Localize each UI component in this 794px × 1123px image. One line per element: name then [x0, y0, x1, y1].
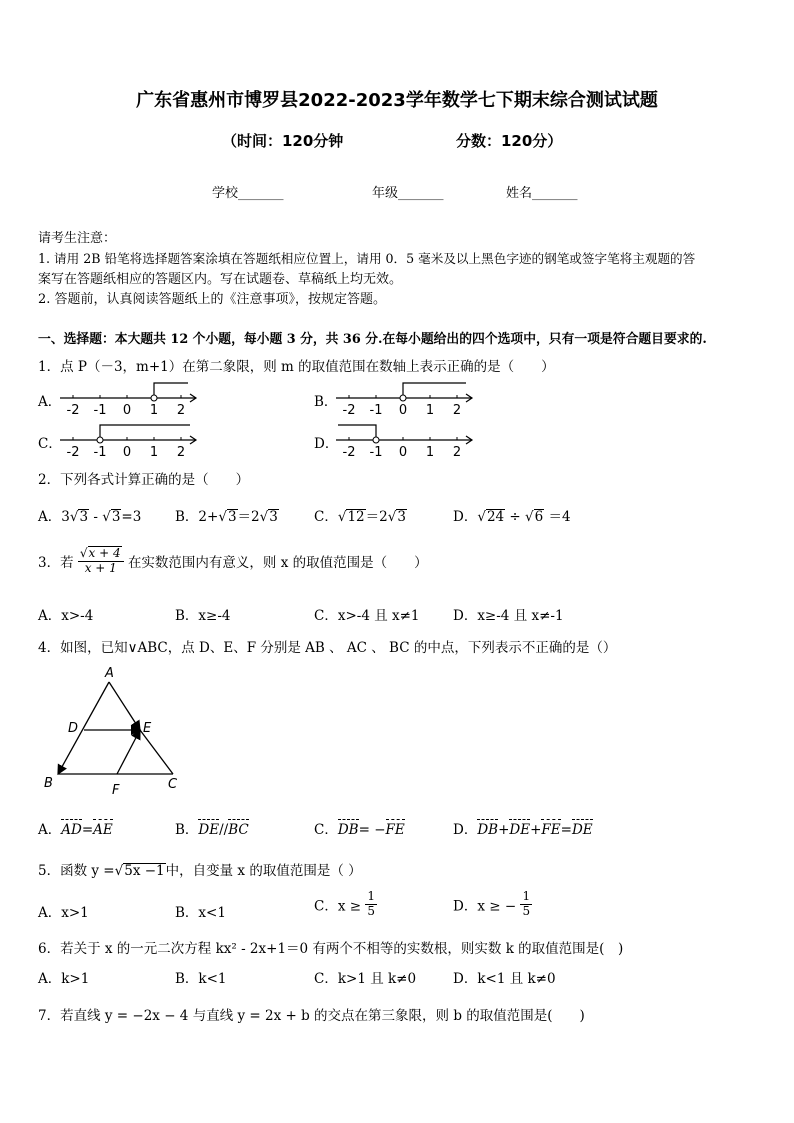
q3-option-b: B．x≥-4: [175, 608, 231, 624]
option-label: C．: [314, 509, 338, 525]
option-label: C．x ≥: [314, 898, 362, 915]
question-2-stem: 2．下列各式计算正确的是（ ）: [38, 472, 250, 488]
q3-option-a: A．x>-4: [38, 608, 94, 624]
operator: +: [498, 822, 510, 838]
radical-sign: √: [477, 509, 486, 525]
operator: //: [219, 822, 229, 838]
term: 2+: [198, 509, 219, 525]
question-6-stem: 6．若关于 x 的一元二次方程 kx² - 2x+1＝0 有两个不相等的实数根，则实数 k 的取值范围是( ): [38, 941, 624, 957]
question-7-stem: 7．若直线 y = −2x − 4 与直线 y = 2x + b 的交点在第三象限，则 b 的取值范围是( ): [38, 1008, 585, 1024]
point-label-d: D: [68, 721, 79, 736]
result: ＝2: [237, 509, 260, 525]
vector: DB: [477, 822, 499, 838]
tick-label: 2: [452, 403, 462, 418]
numerator: 1: [522, 889, 531, 903]
radicand: 24: [486, 509, 505, 525]
q5-option-d: [453, 890, 532, 919]
tick-label: 2: [176, 403, 186, 418]
radical-sign: √: [259, 509, 269, 525]
numerator: x + 4: [88, 546, 121, 560]
tick-label: -2: [66, 403, 80, 418]
coef: 3: [61, 509, 70, 525]
radicand: 3: [397, 509, 406, 525]
q1-option-c-label: C．: [38, 436, 62, 452]
q1-option-d-number-line: [334, 420, 479, 460]
point-label-e: E: [143, 721, 152, 736]
page-title: 广东省惠州市博罗县2022-2023学年数学七下期末综合测试试题: [136, 90, 658, 111]
vector: BC: [228, 822, 249, 838]
section-heading: 一、选择题：本大题共 12 个小题，每小题 3 分，共 36 分.在每小题给出的四个选项中，只有一项是符合题目要求的.: [38, 332, 707, 347]
operator: +: [530, 822, 542, 838]
stem-prefix: 5．函数 y =: [38, 863, 115, 879]
exam-score: 分数：120分）: [456, 132, 563, 150]
tick-label: -1: [93, 445, 107, 460]
tick-label: 1: [425, 403, 435, 418]
operator: =: [81, 822, 94, 838]
vector: DE: [571, 822, 593, 838]
vector: AD: [61, 822, 82, 838]
vector: DE: [509, 822, 531, 838]
q6-option-d: D．k<1 且 k≠0: [453, 971, 556, 987]
option-label: D．: [453, 509, 478, 525]
numerator: 1: [367, 889, 375, 903]
radicand: 3: [269, 509, 278, 525]
vector: DE: [198, 822, 220, 838]
denominator: 5: [367, 903, 375, 918]
grade-field: 年级_______: [372, 186, 444, 201]
triangle-diagram: [38, 662, 188, 802]
question-5-stem: [38, 859, 362, 879]
q1-option-c-number-line: [58, 420, 203, 460]
radical-sign: √: [79, 546, 88, 560]
vector: FE: [385, 822, 405, 838]
q1-option-b-label: B．: [314, 394, 338, 410]
q6-option-a: A．k>1: [38, 971, 90, 987]
radicand: 3: [111, 509, 121, 525]
tick-label: -2: [342, 445, 356, 460]
tick-label: 2: [176, 445, 186, 460]
result: ＝4: [544, 509, 571, 525]
option-label: D．: [453, 822, 478, 838]
stem-suffix: 中，自变量 x 的取值范围是（ ）: [165, 863, 362, 879]
point-label-c: C: [168, 777, 178, 792]
q1-option-a-number-line: [58, 378, 203, 418]
radical-sign: √: [387, 509, 397, 525]
q1-option-d-label: D．: [314, 436, 339, 452]
option-label: A．: [38, 822, 62, 838]
question-1-stem: 1．点 P（－3，m+1）在第二象限，则 m 的取值范围在数轴上表示正确的是（ ）: [38, 359, 555, 375]
option-label: D．x ≥ −: [453, 898, 517, 915]
tick-label: 1: [425, 445, 435, 460]
notice-item-1-line-1: 1. 请用 2B 铅笔将选择题答案涂填在答题纸相应位置上，请用 0．5 毫米及以上黑色字迹的钢笔或签字笔将主观题的答: [38, 251, 696, 266]
radicand: 3: [79, 509, 89, 525]
q3-option-c: C．x>-4 且 x≠1: [314, 608, 420, 624]
tick-label: 1: [149, 403, 159, 418]
question-3-stem: [38, 546, 428, 576]
point-label-a: A: [105, 666, 114, 681]
radical-sign: √: [218, 509, 227, 525]
name-field: 姓名_______: [506, 186, 578, 201]
q1-option-a-label: A．: [38, 394, 62, 410]
q2-option-c: [314, 505, 407, 525]
exam-time: （时间：120分钟: [222, 132, 344, 150]
option-label: A．: [38, 509, 62, 525]
operator: = −: [358, 822, 386, 838]
option-label: B．: [175, 822, 199, 838]
notice-item-2: 2. 答题前，认真阅读答题纸上的《注意事项》，按规定答题。: [38, 292, 387, 307]
tick-label: 0: [398, 445, 408, 460]
radical-sign: √: [337, 509, 347, 525]
denominator: x + 1: [84, 560, 117, 575]
q6-option-b: B．k<1: [175, 971, 227, 987]
notice-item-1-line-2: 案写在答题纸相应的答题区内。写在试题卷、草稿纸上均无效。: [38, 272, 403, 287]
stem-prefix: 3．若: [38, 554, 74, 571]
tick-label: -2: [66, 445, 80, 460]
fraction: [520, 890, 532, 919]
radical-sign: √: [102, 509, 111, 525]
radical-sign: √: [525, 509, 534, 525]
fraction: [365, 890, 377, 919]
stem-suffix: 在实数范围内有意义，则 x 的取值范围是（ ）: [127, 554, 428, 571]
tick-label: 0: [398, 403, 408, 418]
q5-option-a: A．x>1: [38, 905, 89, 921]
q3-option-d: D．x≥-4 且 x≠-1: [453, 608, 564, 624]
fraction: [78, 546, 124, 576]
vector: FE: [541, 822, 561, 838]
operator: =: [560, 822, 572, 838]
radicand: 12: [347, 509, 365, 525]
school-field: 学校_______: [212, 186, 284, 201]
tick-label: 0: [122, 403, 132, 418]
vector: AE: [93, 822, 113, 838]
tick-label: 1: [149, 445, 159, 460]
vector: DB: [337, 822, 359, 838]
q2-option-a: [38, 505, 141, 525]
q1-option-b-number-line: [334, 378, 479, 418]
tick-label: -2: [342, 403, 356, 418]
radicand: 5x −1: [124, 863, 165, 879]
radicand: 3: [227, 509, 237, 525]
tick-label: -1: [93, 403, 107, 418]
option-label: B．: [175, 509, 199, 525]
tick-label: 0: [122, 445, 132, 460]
q4-option-b: [175, 818, 249, 838]
operator: -: [89, 509, 103, 525]
denominator: 5: [522, 903, 531, 918]
q2-option-b: [175, 505, 279, 525]
result: ＝2: [365, 509, 388, 525]
result: =3: [121, 509, 142, 525]
q4-option-d: [453, 818, 593, 838]
option-label: C．: [314, 822, 338, 838]
q5-option-c: [314, 890, 377, 919]
q4-option-c: [314, 818, 405, 838]
question-4-stem: 4．如图，已知∨ABC，点 D、E、F 分别是 AB 、 AC 、 BC 的中点，下列表示不正确的是（）: [38, 640, 617, 656]
operator: ÷: [505, 509, 526, 525]
point-label-f: F: [112, 783, 120, 798]
notice-heading: 请考生注意：: [38, 231, 117, 246]
q2-option-d: [453, 505, 571, 525]
radical-sign: √: [69, 509, 79, 525]
tick-label: -1: [369, 403, 383, 418]
tick-label: -1: [369, 445, 383, 460]
radicand: 6: [534, 509, 544, 525]
q4-option-a: [38, 818, 113, 838]
tick-label: 2: [452, 445, 462, 460]
q6-option-c: C．k>1 且 k≠0: [314, 971, 417, 987]
point-label-b: B: [44, 776, 53, 791]
radical-sign: √: [114, 863, 124, 879]
q5-option-b: B．x<1: [175, 905, 226, 921]
